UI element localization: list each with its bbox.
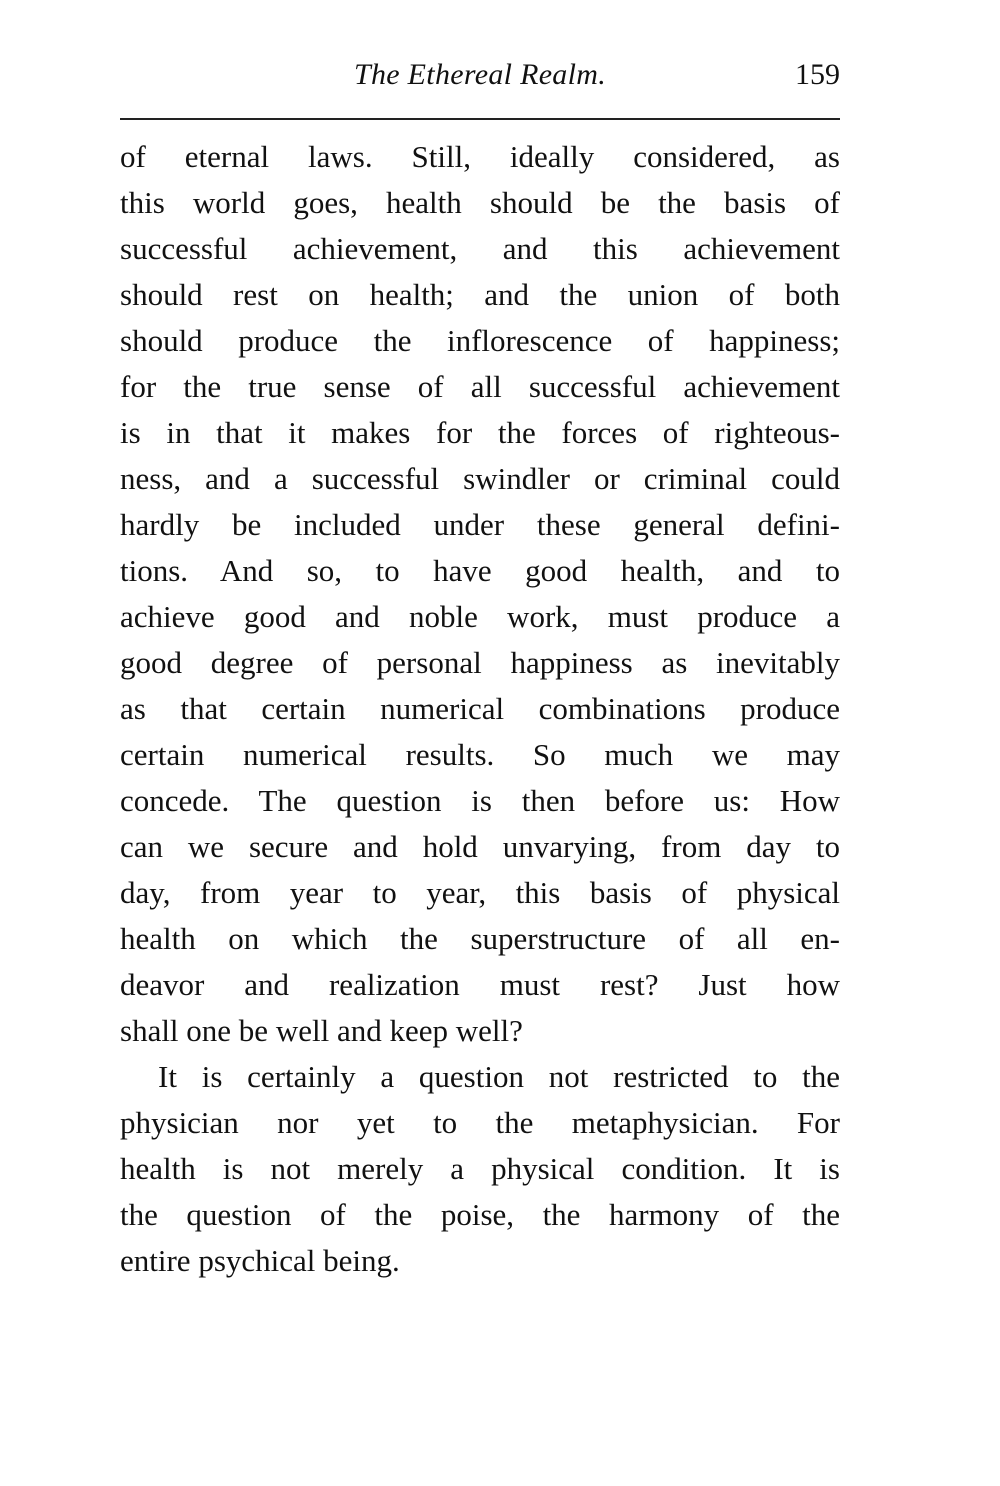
text-line: deavor and realization must rest? Just how — [120, 967, 840, 1002]
text-line: day, from year to year, this basis of physical — [120, 875, 840, 910]
text-line: the question of the poise, the harmony of the — [120, 1197, 840, 1232]
running-head — [120, 58, 840, 98]
text-line: as that certain numerical combinations produce — [120, 691, 840, 726]
text-line: It is certainly a question not restricted to the — [158, 1059, 840, 1094]
text-line: tions. And so, to have good health, and to — [120, 553, 840, 588]
text-line: shall one be well and keep well? — [120, 1013, 523, 1048]
paragraph-2 — [120, 1054, 840, 1284]
text-line: concede. The question is then before us: How — [120, 783, 840, 818]
body-text — [120, 134, 840, 1284]
text-line: entire psychical being. — [120, 1243, 400, 1278]
text-line: physician nor yet to the metaphysician. For — [120, 1105, 840, 1140]
text-line: of eternal laws. Still, ideally considered, as — [120, 139, 840, 174]
text-line: for the true sense of all successful achievement — [120, 369, 840, 404]
text-line: hardly be included under these general defini- — [120, 507, 840, 542]
text-line: good degree of personal happiness as inevitably — [120, 645, 840, 680]
text-line: is in that it makes for the forces of righteous- — [120, 415, 840, 450]
text-line: should produce the inflorescence of happiness; — [120, 323, 840, 358]
running-title: The Ethereal Realm. — [353, 58, 607, 91]
paragraph-1 — [120, 134, 840, 1054]
header-rule — [120, 118, 840, 120]
text-line: health is not merely a physical condition. It is — [120, 1151, 840, 1186]
text-line: ness, and a successful swindler or criminal could — [120, 461, 840, 496]
text-line: health on which the superstructure of all en- — [120, 921, 840, 956]
text-line: successful achievement, and this achievement — [120, 231, 840, 266]
text-line: achieve good and noble work, must produce a — [120, 599, 840, 634]
text-line: certain numerical results. So much we may — [120, 737, 840, 772]
text-line: should rest on health; and the union of both — [120, 277, 840, 312]
text-line: can we secure and hold unvarying, from day to — [120, 829, 840, 864]
page-number: 159 — [795, 58, 840, 91]
text-line: this world goes, health should be the basis of — [120, 185, 840, 220]
